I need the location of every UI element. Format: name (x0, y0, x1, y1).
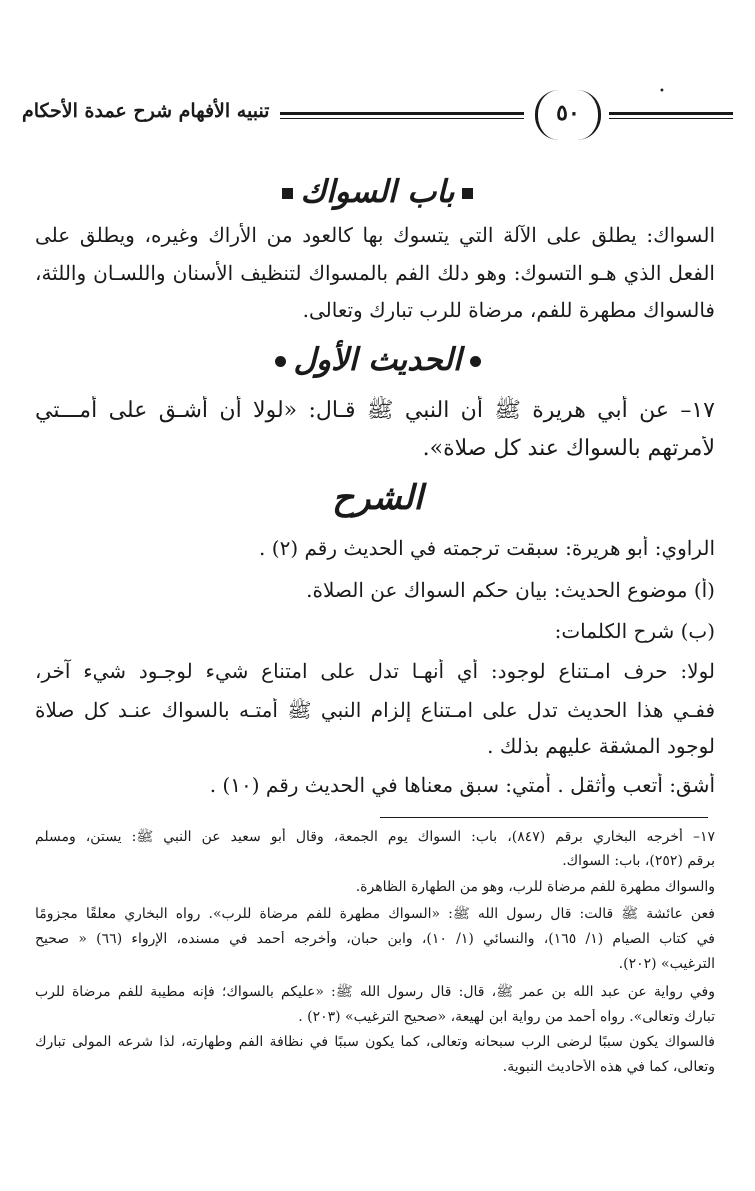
square-bullet-icon (282, 188, 293, 199)
footnote-line-8: تبارك وتعالى». رواه أحمد من رواية ابن لهيعة، «صحيح الترغيب» (٢٠٣) . (298, 1009, 715, 1025)
sharh-line-2: (أ) موضوع الحديث: بيان حكم السواك عن الصلاة. (306, 578, 715, 602)
footnote-line-5: في كتاب الصيام (١/ ١٦٥)، والنسائي (١/ ١٠)، وابن حبان، وأخرجه أحمد في مسنده، الإرواء (٦٦) « صحيح (35, 931, 715, 947)
square-bullet-icon (462, 188, 473, 199)
hadith-line-1: ١٧– عن أبي هريرة ﷺ أن النبي ﷺ قـال: «لولا أن أشـق على أمـــتي (35, 398, 715, 423)
intro-line-3: فالسواك مطهرة للفم، مرضاة للرب تبارك وتعالى. (302, 298, 715, 322)
hadith-line-2: لأمرتهم بالسواك عند كل صلاة». (422, 436, 715, 461)
footnote-line-1: ١٧– أخرجه البخاري برقم (٨٤٧)، باب: السواك يوم الجمعة، وقال أبو سعيد عن النبي ﷺ: يستن، ومسلم (35, 829, 715, 845)
hadith-title: الحديث الأول (293, 342, 462, 378)
footnote-line-2: برقم (٢٥٢)، باب: السواك. (562, 853, 715, 869)
chapter-title: باب السواك (300, 174, 455, 210)
footnote-line-9: فالسواك يكون سببًا لرضى الرب سبحانه وتعالى، كما يكون سببًا في نظافة الفم وطهارته، لذا شرعه المولى تبارك (35, 1034, 715, 1050)
circle-bullet-icon (470, 356, 481, 367)
footnote-line-4: فعن عائشة ﷺ قالت: قال رسول الله ﷺ: «السواك مطهرة للفم مرضاة للرب». رواه البخاري معلقًا مجزومًا (35, 906, 715, 922)
sharh-heading: الشرح (332, 478, 423, 518)
header-rule-right (609, 112, 733, 119)
intro-line-2: الفعل الذي هـو التسوك: وهو دلك الفم بالمسواك لتنظيف الأسنان واللسـان واللثة، (35, 261, 715, 285)
book-title: تنبيه الأفهام شرح عمدة الأحكام (22, 100, 270, 122)
ornament-dot: • (659, 86, 665, 97)
chapter-heading (0, 174, 755, 210)
footnote-line-6: الترغيب» (٢٠٢). (618, 956, 715, 972)
hadith-heading (0, 342, 755, 378)
sharh-line-5: ففـي هذا الحديث تدل على امـتناع إلزام النبي ﷺ أمتـه بالسواك عنـد كل صلاة (35, 698, 715, 722)
running-header (22, 84, 734, 150)
header-rule-left (280, 112, 524, 119)
sharh-line-7: أشق: أتعب وأثقل . أمتي: سبق معناها في الحديث رقم (١٠) . (209, 773, 715, 797)
footnote-line-10: وتعالى، كما في هذه الأحاديث النبوية. (502, 1059, 715, 1075)
sharh-line-4: لولا: حرف امـتناع لوجود: أي أنهـا تدل على امتناع شيء لوجـود شيء آخر، (35, 659, 715, 683)
sharh-line-1: الراوي: أبو هريرة: سبقت ترجمته في الحديث رقم (٢) . (259, 536, 715, 560)
page-number: ٥٠ (535, 90, 601, 140)
sharh-line-3: (ب) شرح الكلمات: (554, 619, 715, 643)
sharh-line-6: لوجود المشقة عليهم بذلك . (487, 734, 715, 758)
intro-line-1: السواك: يطلق على الآلة التي يتسوك بها كالعود من الأراك وغيره، ويطلق على (35, 223, 715, 247)
footnote-line-7: وفي رواية عن عبد الله بن عمر ﷺ، قال: قال رسول الله ﷺ: «عليكم بالسواك؛ فإنه مطيبة للفم مرضاة للرب (35, 984, 715, 1000)
footnote-separator (380, 817, 708, 818)
circle-bullet-icon (275, 356, 286, 367)
footnote-line-3: والسواك مطهرة للفم مرضاة للرب، وهو من الطهارة الظاهرة. (355, 879, 715, 895)
